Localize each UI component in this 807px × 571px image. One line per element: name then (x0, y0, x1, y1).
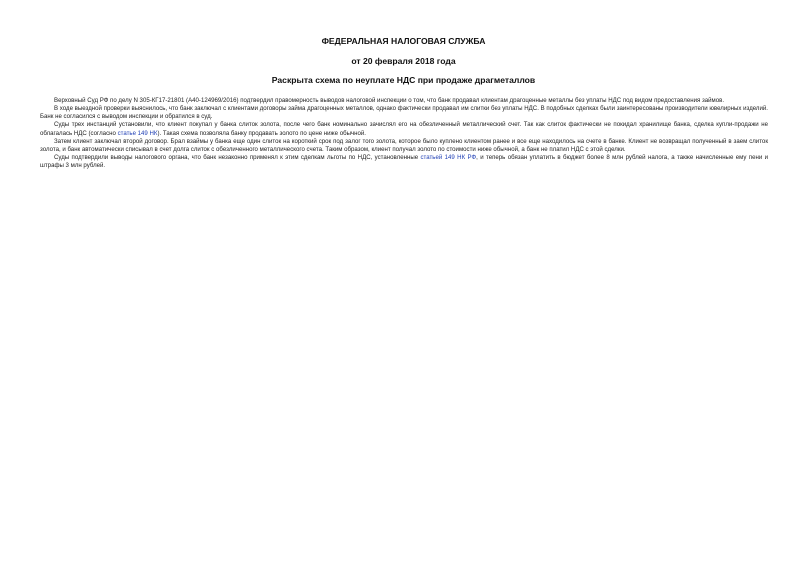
paragraph-3 (40, 121, 768, 137)
document-title: Раскрыта схема по неуплате НДС при продаже драгметаллов (271, 75, 536, 85)
article-149-link[interactable]: статье 149 НК (117, 129, 158, 137)
article-149-nk-rf-link[interactable]: статьей 149 НК РФ (420, 154, 477, 162)
paragraph-1: Верховный Суд РФ по делу N 305-КГ17-21801 (А40-124969/2016) подтвердил правомерность выводов налоговой инспекции о том, что банк продавал клиентам драгоценные металлы без уплаты НДС под видом предоставления займов. (54, 97, 725, 104)
document-body (40, 97, 768, 170)
paragraph-4: Затем клиент заключал второй договор. Брал взаймы у банка еще один слиток на короткий срок под залог того золота, которое было куплено клиентом ранее и все еще находилось на счете в банке. Клиент не возвращал полученный в заем слиток золота, и банк автоматически списывал в счет долга слиток с обезличенного металлического счета. Таким образом, клиент получал золото по стоимости ниже обычной, а банк не платил НДС с этой сделки. (40, 137, 768, 153)
paragraph-5-text-start: Суды подтвердили выводы налогового органа, что банк незаконно применял к этим сделкам льготы по НДС, установленные (54, 154, 421, 162)
date-heading: от 20 февраля 2018 года (351, 56, 456, 66)
paragraph-3-text-end: ). Такая схема позволяла банку продавать золото по цене ниже обычной. (157, 129, 366, 137)
paragraph-5-text-end: , и теперь обязан уплатить в бюджет более 8 млн рублей налога, а также начисленные ему пени и штрафы 3 млн рублей. (40, 154, 769, 170)
paragraph-2: В ходе выездной проверки выяснилось, что банк заключал с клиентами договоры займа драгоценных металлов, однако фактически продавал им слитки без уплаты НДС. В подобных сделках были заинтересованы производители ювелирных изделий. Банк не согласился с выводом инспекции и обратился в суд. (40, 105, 768, 121)
agency-heading: ФЕДЕРАЛЬНАЯ НАЛОГОВАЯ СЛУЖБА (321, 36, 486, 46)
paragraph-5 (40, 154, 768, 170)
paragraph-3-text-start: Суды трех инстанций установили, что клиент покупал у банка слиток золота, после чего банк номинально зачислял его на обезличенный металлический счет. Так как слиток фактически не покидал хранилище банка, сделка купли-продажи не облагалась НДС (согласно (40, 121, 768, 137)
